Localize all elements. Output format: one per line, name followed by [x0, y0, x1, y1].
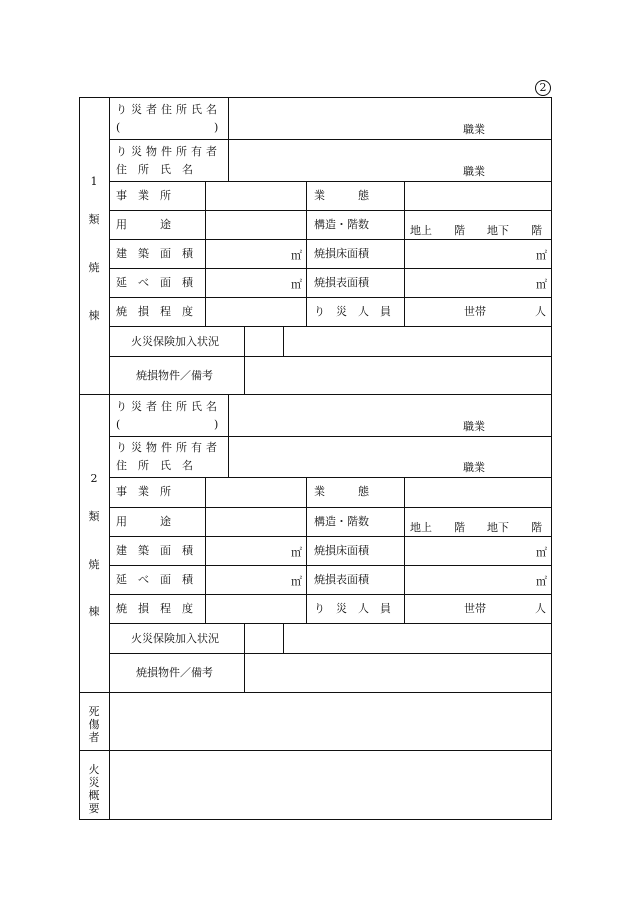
owner-label-line2: 住 所 氏 名 [116, 459, 193, 472]
damage-level-label: 焼 損 程 度 [116, 305, 193, 318]
structure-label: 構造・階数 [314, 515, 369, 528]
damage-level-label: 焼 損 程 度 [116, 602, 193, 615]
total-area-label: 延 べ 面 積 [116, 573, 193, 586]
casualties-label-char: 死 [88, 705, 100, 718]
households-unit: 世帯 [464, 305, 486, 318]
floor-area-burned-label: 焼損床面積 [314, 247, 369, 260]
building-area-label: 建 築 面 積 [116, 544, 193, 557]
victim-paren-left: ( [116, 121, 121, 134]
building-area-label: 建 築 面 積 [116, 247, 193, 260]
section2-label-char: 棟 [88, 605, 100, 618]
notes-label: 焼損物件／備考 [136, 369, 213, 382]
owner-label-line1: り災物件所有者 [116, 441, 221, 454]
fire-summary-label-char: 火 [88, 763, 100, 776]
section1-label-char: 棟 [88, 309, 100, 322]
victim-name-label: り災者住所氏名 [116, 103, 221, 116]
total-area-unit: ㎡ [291, 575, 302, 588]
victim-name-label: り災者住所氏名 [116, 400, 221, 413]
floor-area-burned-label: 焼損床面積 [314, 544, 369, 557]
owner-label-line1: り災物件所有者 [116, 145, 221, 158]
structure-value: 地上 階 地下 階 [410, 224, 542, 237]
section2-label-char: 焼 [88, 558, 100, 571]
structure-value: 地上 階 地下 階 [410, 521, 542, 534]
surface-area-burned-label: 焼損表面積 [314, 276, 369, 289]
victim-occupation-label: 職業 [463, 420, 485, 433]
surface-area-burned-unit: ㎡ [536, 278, 547, 291]
page-number: 2 [535, 80, 551, 96]
business-type-label: 業 態 [314, 189, 369, 202]
casualties-label-char: 傷 [88, 718, 100, 731]
business-label: 事 業 所 [116, 189, 171, 202]
section1-label-char: 焼 [88, 261, 100, 274]
surface-area-burned-unit: ㎡ [536, 575, 547, 588]
victims-count-label: り 災 人 員 [314, 602, 391, 615]
owner-occupation-label: 職業 [463, 461, 485, 474]
section1-number: 1 [90, 175, 98, 188]
section2-label-char: 類 [88, 510, 100, 523]
victim-paren-right: ) [214, 121, 219, 134]
owner-occupation-label: 職業 [463, 165, 485, 178]
insurance-label: 火災保険加入状況 [131, 335, 219, 348]
fire-summary-label-char: 概 [88, 789, 100, 802]
casualties-label-char: 者 [88, 731, 100, 744]
section1-label-char: 類 [88, 213, 100, 226]
victim-occupation-label: 職業 [463, 123, 485, 136]
structure-label: 構造・階数 [314, 218, 369, 231]
victim-paren-right: ) [214, 418, 219, 431]
use-label: 用 途 [116, 218, 171, 231]
floor-area-burned-unit: ㎡ [536, 546, 547, 559]
fire-summary-label-char: 要 [88, 802, 100, 815]
business-label: 事 業 所 [116, 485, 171, 498]
total-area-label: 延 べ 面 積 [116, 276, 193, 289]
total-area-unit: ㎡ [291, 278, 302, 291]
households-unit: 世帯 [464, 602, 486, 615]
persons-unit: 人 [535, 305, 546, 318]
building-area-unit: ㎡ [291, 249, 302, 262]
owner-label-line2: 住 所 氏 名 [116, 163, 193, 176]
fire-summary-label-char: 災 [88, 776, 100, 789]
floor-area-burned-unit: ㎡ [536, 249, 547, 262]
victims-count-label: り 災 人 員 [314, 305, 391, 318]
use-label: 用 途 [116, 515, 171, 528]
insurance-label: 火災保険加入状況 [131, 632, 219, 645]
persons-unit: 人 [535, 602, 546, 615]
building-area-unit: ㎡ [291, 546, 302, 559]
surface-area-burned-label: 焼損表面積 [314, 573, 369, 586]
section2-number: 2 [90, 472, 98, 485]
business-type-label: 業 態 [314, 485, 369, 498]
notes-label: 焼損物件／備考 [136, 666, 213, 679]
victim-paren-left: ( [116, 418, 121, 431]
